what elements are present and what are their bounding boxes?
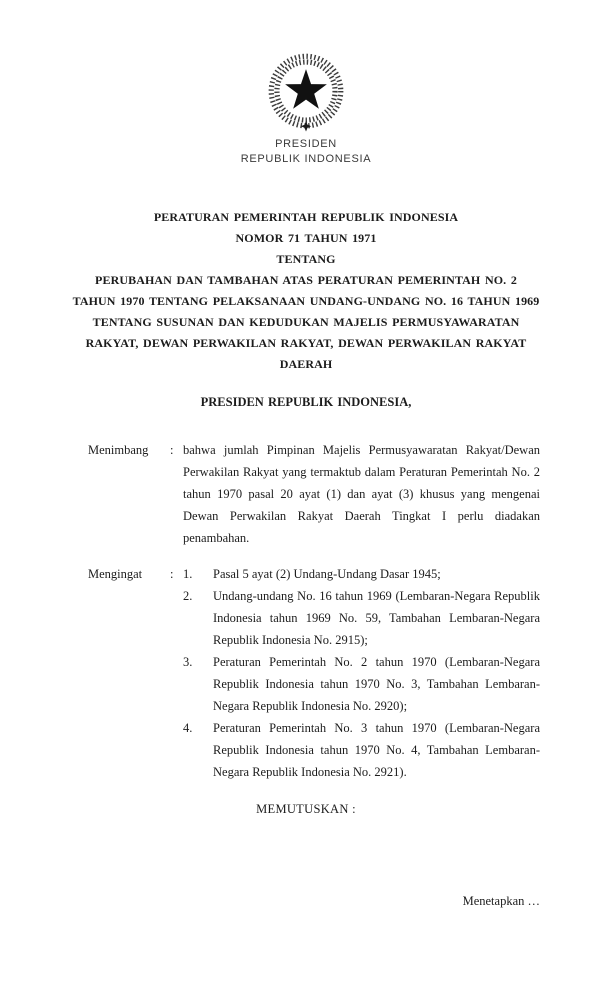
legal-basis-separator: : xyxy=(170,567,174,581)
legal-basis-item-number: 2. xyxy=(183,589,193,603)
legal-basis-label: Mengingat xyxy=(88,567,143,581)
title-line-6: TENTANG SUSUNAN DAN KEDUDUKAN MAJELIS PERMUSYAWARATAN xyxy=(92,315,520,329)
considerations-section xyxy=(88,439,540,549)
title-line-5: TAHUN 1970 TENTANG PELAKSANAAN UNDANG-UNDANG NO. 16 TAHUN 1969 xyxy=(72,294,540,308)
legal-basis-item xyxy=(183,651,540,717)
legal-basis-item-text: Pasal 5 ayat (2) Undang-Undang Dasar 1945; xyxy=(213,567,441,581)
letterhead-republik-indonesia-label: REPUBLIK INDONESIA xyxy=(240,152,372,165)
legal-basis-item-text: Peraturan Pemerintah No. 3 tahun 1970 (Lembaran-Negara Republik Indonesia tahun 1970 No. 4, Tambahan Lembaran-Negara Republik Indonesia No. 2921). xyxy=(213,721,540,779)
title-line-2: NOMOR 71 TAHUN 1971 xyxy=(235,231,377,245)
considerations-label: Menimbang xyxy=(88,443,149,457)
letterhead xyxy=(0,0,612,166)
letterhead-presiden-label: PRESIDEN xyxy=(275,138,337,150)
legal-basis-list xyxy=(183,563,540,783)
legal-basis-item-number: 4. xyxy=(183,721,193,735)
star-icon xyxy=(285,69,327,109)
salutation: PRESIDEN REPUBLIK INDONESIA, xyxy=(200,395,412,409)
title-line-8: DAERAH xyxy=(279,357,333,371)
considerations-separator: : xyxy=(170,443,174,457)
legal-basis-section xyxy=(88,563,540,783)
decision-heading: MEMUTUSKAN : xyxy=(256,802,356,816)
document-body xyxy=(88,439,540,783)
legal-basis-item-number: 3. xyxy=(183,655,193,669)
document-title xyxy=(30,207,582,375)
wreath-ribbon-icon xyxy=(301,121,311,131)
presidential-seal-icon xyxy=(263,52,349,132)
legal-basis-item xyxy=(183,717,540,783)
legal-basis-item xyxy=(183,585,540,651)
legal-basis-item xyxy=(183,563,540,585)
catchword: Menetapkan … xyxy=(462,894,540,908)
legal-basis-item-text: Peraturan Pemerintah No. 2 tahun 1970 (Lembaran-Negara Republik Indonesia tahun 1970 No. 3, Tambahan Lembaran-Negara Republik Indonesia No. 2920); xyxy=(213,655,540,713)
legal-basis-item-text: Undang-undang No. 16 tahun 1969 (Lembaran-Negara Republik Indonesia tahun 1969 No. 59, Tambahan Lembaran-Negara Republik Indonesia No. 2915); xyxy=(213,589,540,647)
title-line-3: TENTANG xyxy=(276,252,336,266)
legal-basis-item-number: 1. xyxy=(183,567,193,581)
title-line-4: PERUBAHAN DAN TAMBAHAN ATAS PERATURAN PEMERINTAH NO. 2 xyxy=(95,273,517,287)
title-line-1: PERATURAN PEMERINTAH REPUBLIK INDONESIA xyxy=(153,210,459,224)
considerations-text: bahwa jumlah Pimpinan Majelis Permusyawaratan Rakyat/Dewan Perwakilan Rakyat yang termaktub dalam Peraturan Pemerintah No. 2 tahun 1970 pasal 20 ayat (1) dan ayat (3) khusus yang mengenai Dewan Perwakilan Rakyat Daerah Tingkat I perlu diadakan penambahan. xyxy=(183,443,540,545)
title-line-7: RAKYAT, DEWAN PERWAKILAN RAKYAT, DEWAN PERWAKILAN RAKYAT xyxy=(85,336,527,350)
